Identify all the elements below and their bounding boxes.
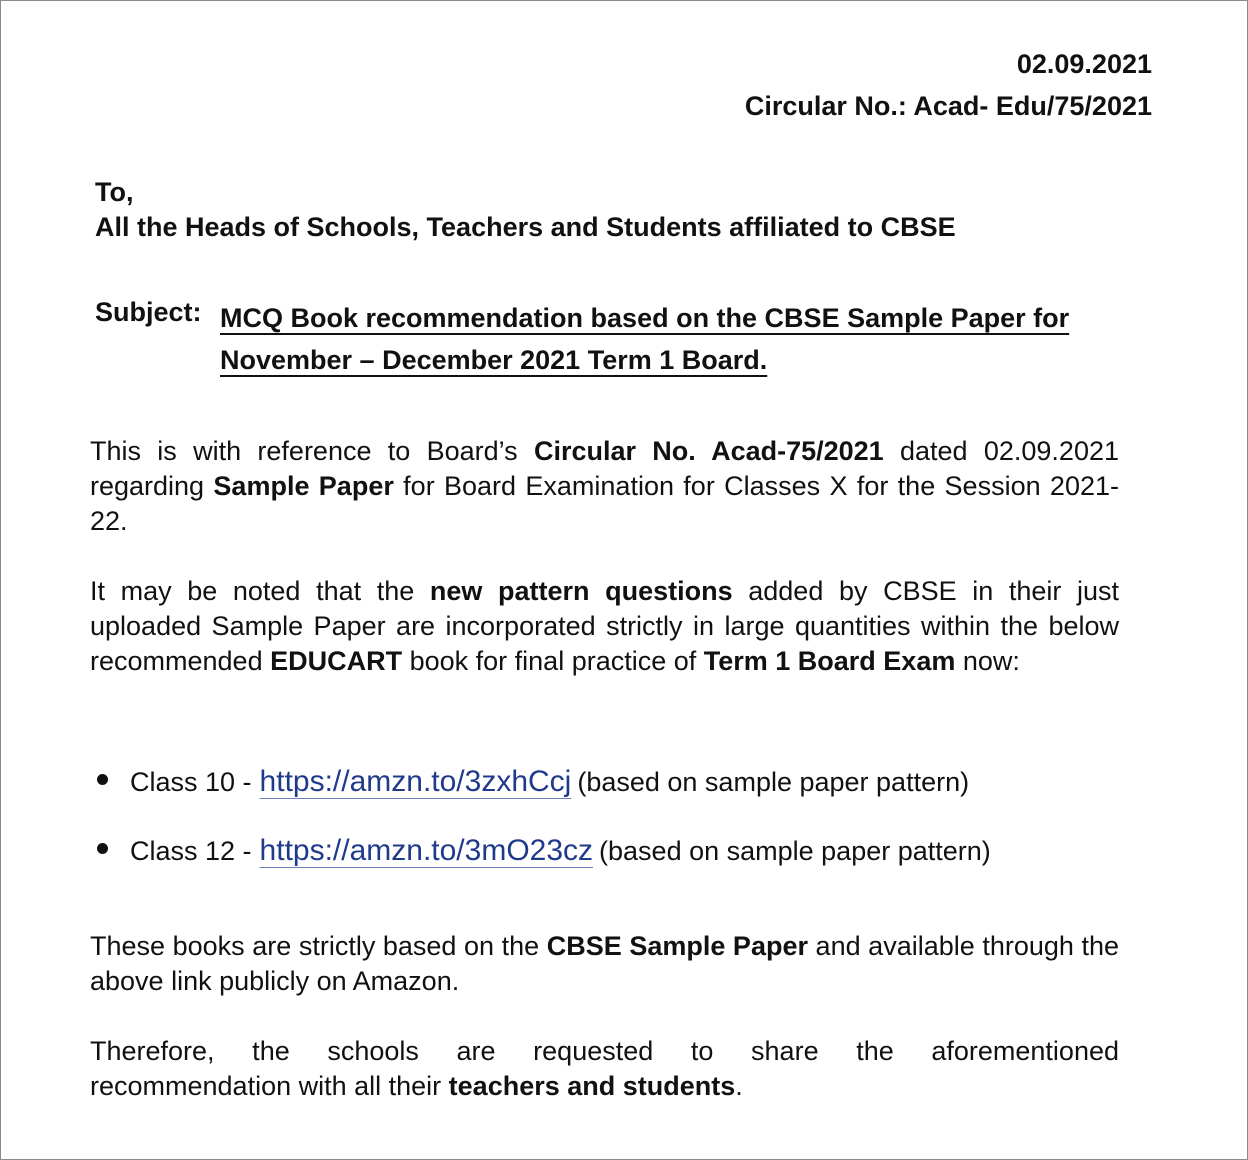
list-item <box>97 765 969 799</box>
text-run: book for final practice of <box>402 646 704 676</box>
bold-run: teachers and students <box>448 1071 736 1101</box>
list-item <box>97 834 991 868</box>
circular-date: 02.09.2021 <box>1016 49 1152 79</box>
bold-run: new pattern questions <box>429 576 733 606</box>
text-run: This is with reference to Board’s <box>90 436 534 466</box>
paragraph-new-pattern <box>90 574 1119 679</box>
bold-run: CBSE Sample Paper <box>546 931 808 961</box>
recipients: All the Heads of Schools, Teachers and Students affiliated to CBSE <box>95 212 956 242</box>
text-run: for Board Examination for Classes X for the Session 2021- 22. <box>90 471 1119 536</box>
subject-line-1: MCQ Book recommendation based on the CBSE Sample Paper for <box>220 303 1070 333</box>
circular-number: Circular No.: Acad- Edu/75/2021 <box>744 91 1152 121</box>
bullet-icon <box>97 774 108 785</box>
list-item-prefix: Class 12 - <box>130 836 252 866</box>
text-run: dated 02.09.2021 regarding <box>90 436 1119 501</box>
amazon-link-class-10[interactable]: https://amzn.to/3zxhCcj <box>259 765 572 798</box>
bullet-icon <box>97 843 108 854</box>
text-run: These books are strictly based on the <box>90 931 547 961</box>
bold-run: Circular No. Acad-75/2021 <box>533 436 884 466</box>
paragraph-request <box>90 1034 1119 1104</box>
bold-run: EDUCART <box>270 646 403 676</box>
text-run: now: <box>955 646 1020 676</box>
salutation: To, <box>95 177 134 207</box>
bold-run: Term 1 Board Exam <box>703 646 956 676</box>
text-run: . <box>735 1071 743 1101</box>
list-item-prefix: Class 10 - <box>130 767 252 797</box>
text-run: added by CBSE in their just uploaded Sample Paper are incorporated strictly in large quantities within the below recommended <box>90 576 1120 676</box>
amazon-link-class-12[interactable]: https://amzn.to/3mO23cz <box>259 834 594 867</box>
paragraph-books <box>90 929 1119 999</box>
subject-text <box>220 297 1120 381</box>
bold-run: Sample Paper <box>213 471 394 501</box>
list-item-suffix: (based on sample paper pattern) <box>599 836 991 866</box>
text-run: and available through the above link publicly on Amazon. <box>90 931 1119 996</box>
subject-label: Subject: <box>95 297 202 327</box>
subject-line-2: November – December 2021 Term 1 Board. <box>220 345 768 375</box>
paragraph-reference <box>90 434 1119 539</box>
text-run: recommendation with all their <box>90 1071 449 1101</box>
text-run: It may be noted that the <box>90 576 430 606</box>
list-item-suffix: (based on sample paper pattern) <box>577 767 970 797</box>
text-run: Therefore, the schools are requested to share the aforementioned <box>90 1036 1119 1066</box>
